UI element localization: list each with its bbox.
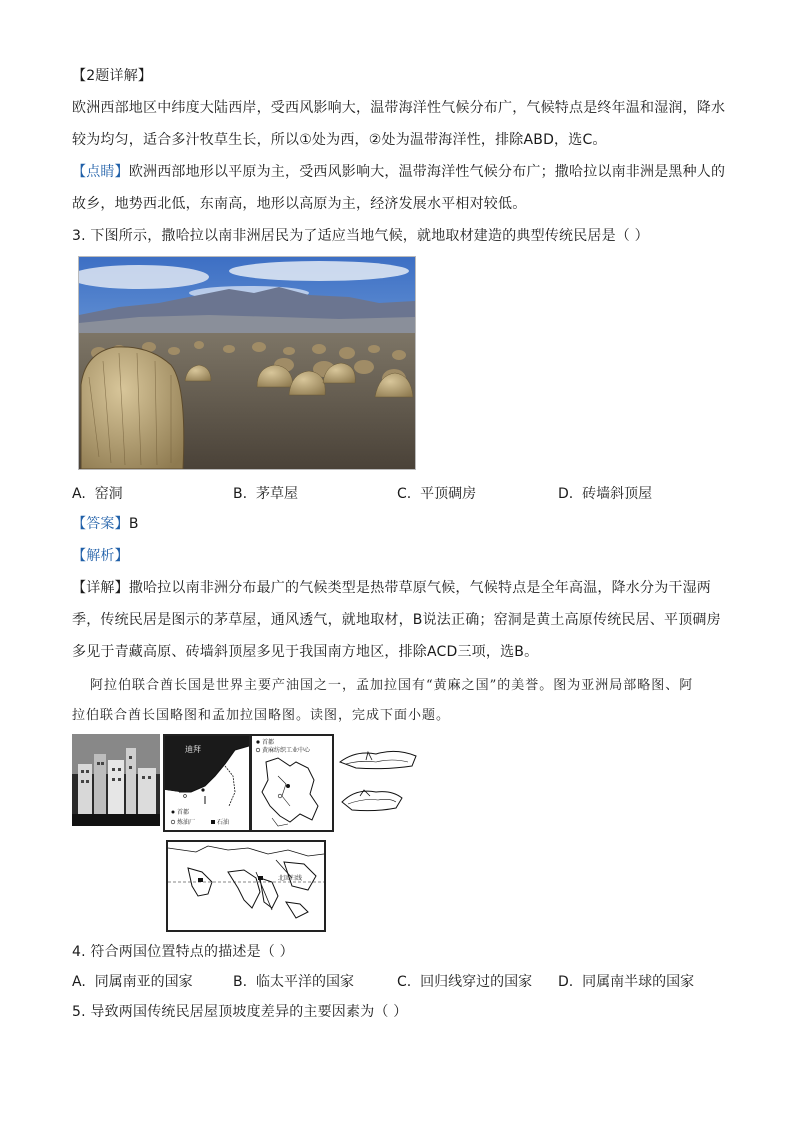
q2-detail-header: 【2题详解】 <box>72 68 153 84</box>
q2-paragraph-line-2: 较为均匀，适合多汁牧草生长，所以①处为西，②处为温带海洋性，排除ABD，选C。 <box>72 132 607 148</box>
q5-stem: 5. 导致两国传统民居屋顶坡度差异的主要因素为（ ） <box>72 1004 408 1020</box>
q2-paragraph-line-1: 欧洲西部地区中纬度大陆西岸，受西风影响大，温带海洋性气候分布广，气候特点是终年温和湿润，降水 <box>72 100 726 116</box>
q3-stem: 3. 下图所示，撒哈拉以南非洲居民为了适应当地气候，就地取材建造的典型传统民居是（ ） <box>72 228 649 244</box>
q3-detail-line-1: 【详解】撒哈拉以南非洲分布最广的气候类型是热带草原气候，气候特点是全年高温，降水分为干湿两 <box>72 580 712 596</box>
q3-answer: 【答案】B <box>72 516 139 532</box>
grass-hut-photo <box>78 256 416 470</box>
boat-sketch <box>336 740 426 820</box>
svg-text:北回归线: 北回归线 <box>278 875 303 882</box>
svg-text:首都: 首都 <box>177 809 190 816</box>
q3-option-c: C. 平顶碉房 <box>397 486 477 502</box>
q4-option-d: D. 同属南半球的国家 <box>558 974 695 990</box>
q3-option-a: A. 窑洞 <box>72 486 123 502</box>
q3-option-d: D. 砖墙斜顶屋 <box>558 486 653 502</box>
passage-line-2: 拉伯联合酋长国略图和孟加拉国略图。读图，完成下面小题。 <box>72 708 451 723</box>
q4-option-c: C. 回归线穿过的国家 <box>397 974 533 990</box>
grass-hut-illustration <box>79 257 415 469</box>
q3-option-b: B. 茅草屋 <box>233 486 298 502</box>
q3-detail-line-3: 多见于青藏高原、砖墙斜顶屋多见于我国南方地区，排除ACD三项，选B。 <box>72 644 539 660</box>
passage-line-1: 阿拉伯联合酋长国是世界主要产油国之一，孟加拉国有“黄麻之国”的美誉。图为亚洲局部略图、阿 <box>90 678 694 693</box>
answer-tag: 【答案】 <box>72 516 129 532</box>
q4-option-b: B. 临太平洋的国家 <box>233 974 354 990</box>
q4-stem: 4. 符合两国位置特点的描述是（ ） <box>72 944 294 960</box>
q2-key-point-line-1: 【点睛】欧洲西部地形以平原为主，受西风影响大，温带海洋性气候分布广；撒哈拉以南非洲是黑种人的 <box>72 164 726 180</box>
svg-text:首都: 首都 <box>262 739 275 746</box>
city-photo <box>72 734 160 826</box>
q3-detail-line-2: 季，传统民居是图示的茅草屋，通风透气，就地取材，B说法正确；窑洞是黄土高原传统民居、平顶碉房 <box>72 612 721 628</box>
detail-tag: 【详解】 <box>72 580 129 596</box>
q4-option-a: A. 同属南亚的国家 <box>72 974 193 990</box>
svg-text:炼油厂: 炼油厂 <box>177 819 196 826</box>
bangladesh-map <box>250 734 334 832</box>
key-point-tag: 【点睛】 <box>72 164 129 180</box>
asia-partial-map <box>166 840 326 932</box>
uae-map <box>163 734 251 832</box>
svg-text:迪拜: 迪拜 <box>185 745 201 754</box>
q3-analysis-tag: 【解析】 <box>72 548 129 564</box>
svg-text:石油: 石油 <box>217 819 230 826</box>
svg-text:黄麻纺织工业中心: 黄麻纺织工业中心 <box>262 747 311 754</box>
q2-key-point-line-2: 故乡，地势西北低，东南高，地形以高原为主，经济发展水平相对较低。 <box>72 196 527 212</box>
